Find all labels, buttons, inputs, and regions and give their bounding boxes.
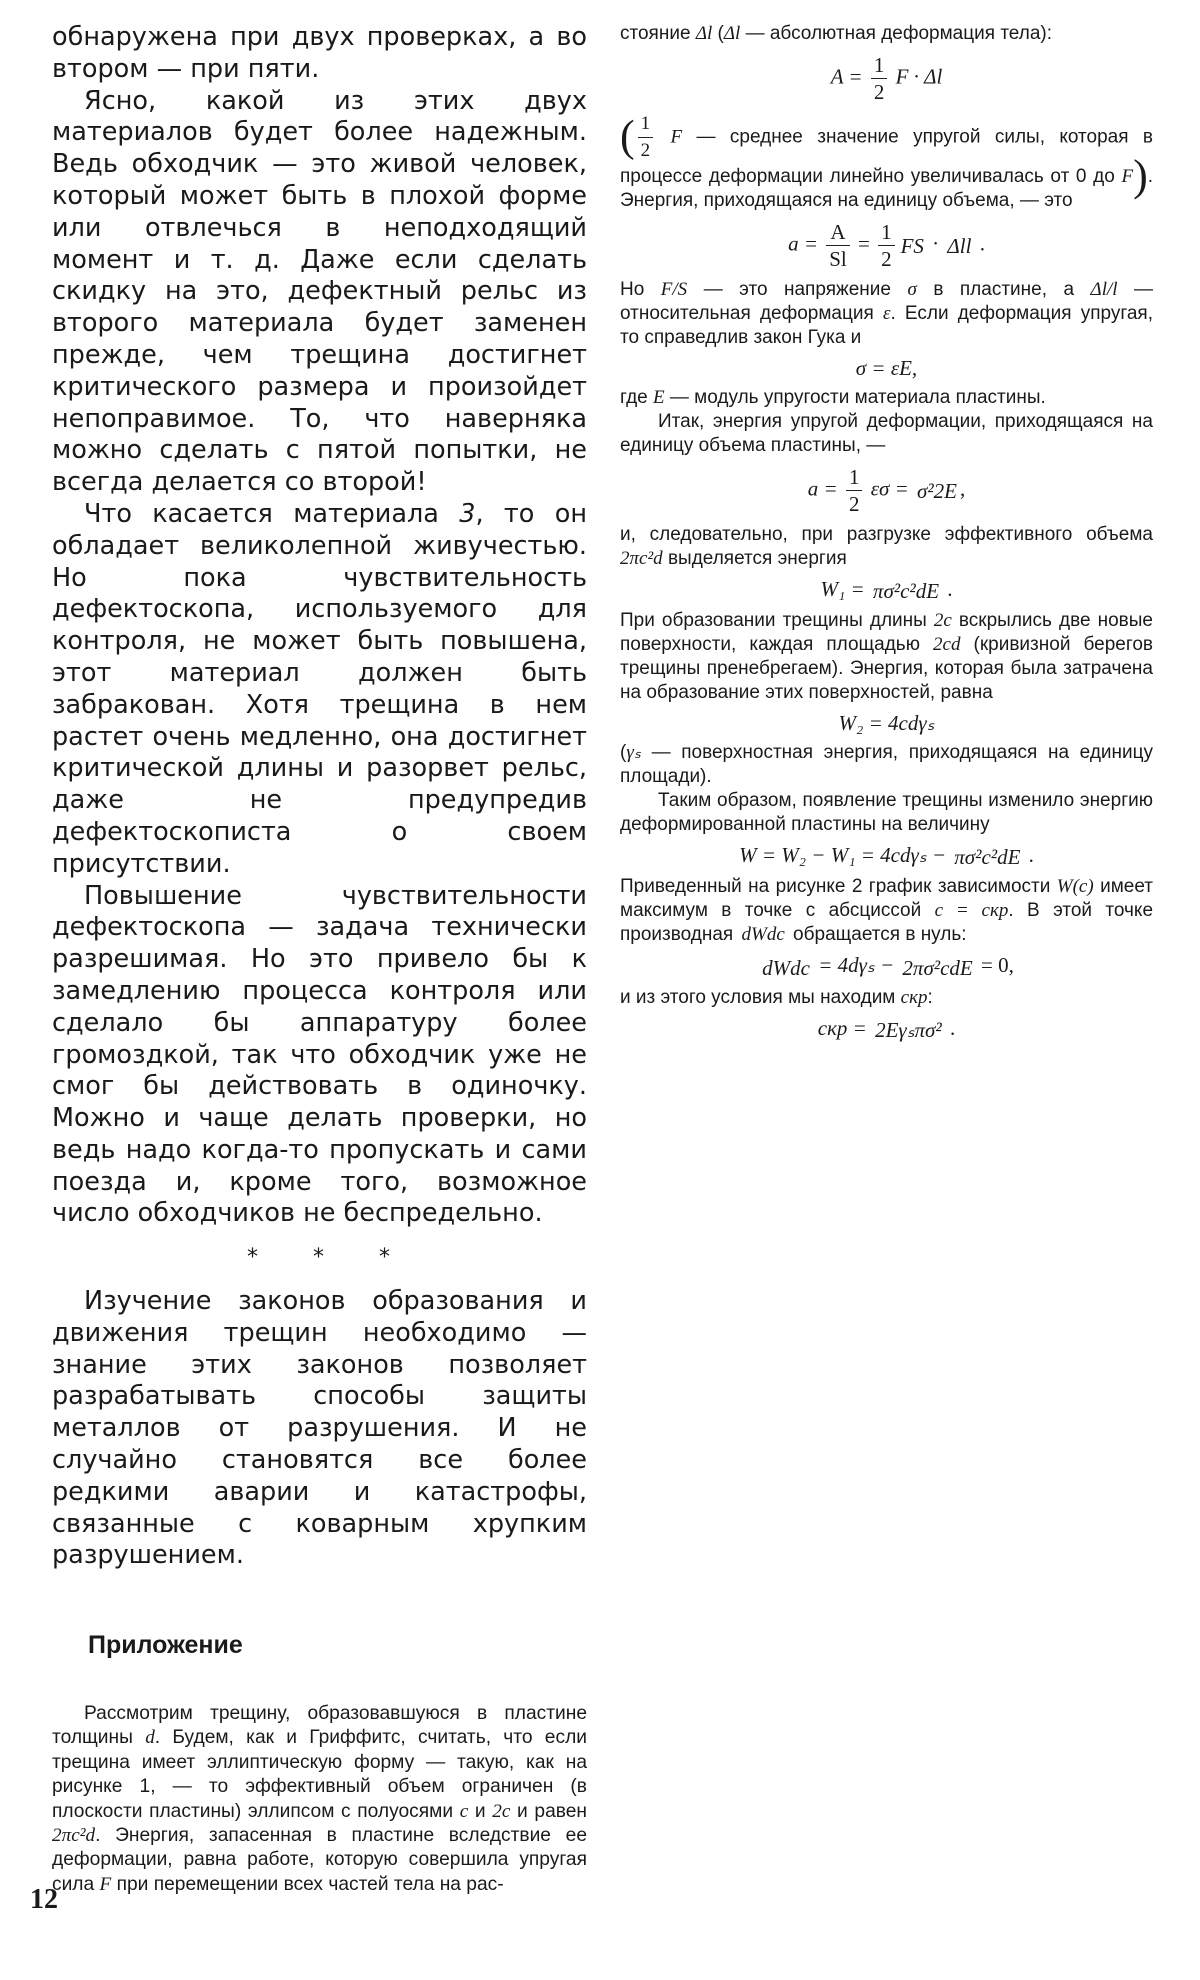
math: F/S (660, 279, 688, 300)
math: 2c (492, 1800, 511, 1822)
numerator: πσ²c²d (872, 579, 927, 604)
text: Что касается материала (84, 498, 439, 529)
fraction (762, 956, 810, 980)
equation-work (620, 52, 1153, 105)
math: c (459, 1800, 469, 1822)
equation-w (620, 843, 1153, 869)
paragraph (620, 22, 1153, 46)
page-number: 12 (30, 1884, 58, 1915)
numerator: Δl (947, 233, 966, 258)
text: ( (620, 742, 627, 764)
text: вскрылись две новые поверхности, каждая площадью (620, 610, 1153, 656)
math: εσ = (870, 476, 909, 501)
text: выделяется энергия (667, 548, 847, 569)
denominator: S (913, 233, 924, 258)
math: . (947, 577, 953, 601)
denominator: dc (766, 924, 785, 946)
fraction (846, 464, 863, 517)
math: = 4dγₛ − (818, 953, 895, 978)
material-number: 3 (459, 498, 476, 529)
math: W₂ = 4cdγₛ (838, 711, 935, 736)
paragraph (620, 278, 1153, 350)
text: — абсолютная деформация тела): (745, 23, 1052, 44)
right-column (620, 22, 1153, 1048)
paragraph (620, 875, 1153, 947)
fraction (954, 845, 1020, 869)
text: Но (620, 279, 645, 300)
text: . Если деформация упругая, то справедлив закон Гука и (620, 303, 1153, 348)
fraction (875, 1018, 942, 1042)
text: , то он обладает великолепной живучестью. Но пока чувствительность дефектоскопа, используемого для контроля, не может быть повышена, этот материал должен быть забракован. Хотя трещина в нем растет очень медленно, она достигнет критической длины и разорвет рельс, даже не предупредив дефектоскописта о своем присутствии. (52, 498, 587, 879)
math: F · Δl (895, 64, 943, 89)
text: . В этой точке производная (620, 900, 1154, 946)
math: σ = εE, (855, 356, 918, 380)
numerator: A (826, 219, 850, 246)
paragraph: Ясно, какой из этих двух материалов будет более надежным. Ведь обходчик — это живой человек, который может быть в плохой форме или отвлечься в неподходящий момент и т. д. Даже если сделать скидку на это, дефектный рельс из второго материала будет заменен прежде, чем трещина достигнет критического размера и произойдет непоправимое. То, что наверняка можно сделать с пятой попытки, не всегда делается со второй! (52, 85, 587, 498)
paragraph (620, 111, 1153, 213)
paragraph: обнаружена при двух проверках, а во втором — при пяти. (52, 22, 587, 84)
denominator: E (926, 579, 940, 604)
paragraph (620, 986, 1153, 1010)
fraction (873, 579, 939, 603)
math: W₁ = (820, 577, 865, 601)
text: и (474, 1800, 486, 1822)
equation-critical-length (620, 1016, 1153, 1042)
equation-w1 (620, 577, 1153, 603)
numerator: 1 (878, 219, 895, 246)
denominator: dc (790, 955, 810, 980)
denominator: 2 (873, 80, 885, 104)
numerator: σ² (917, 478, 934, 503)
math: W(c) (1056, 876, 1094, 898)
text: — поверхностная энергия, приходящаяся на единицу площади). (620, 742, 1154, 788)
denominator: Sl (829, 247, 847, 271)
math: cкр (900, 986, 928, 1008)
text: где (620, 387, 648, 408)
fraction (878, 219, 895, 272)
math: A = (830, 64, 863, 89)
numerator: 1 (871, 52, 888, 79)
text: : (927, 986, 933, 1008)
math: ε (882, 303, 891, 324)
math: Δl/l (1090, 279, 1118, 300)
appendix-paragraph (52, 1702, 587, 1897)
paragraph: Итак, энергия упругой деформации, приходящаяся на единицу объема пластины, — (620, 411, 1153, 456)
math: F (670, 126, 683, 148)
fraction (638, 111, 654, 164)
numerator: dW (741, 924, 767, 946)
paragraph (52, 499, 587, 881)
denominator: 2 (640, 140, 651, 161)
numerator: dW (762, 955, 791, 980)
numerator: 2πσ²cd (902, 955, 960, 980)
fraction (902, 956, 972, 980)
numerator: 2Eγₛ (875, 1017, 915, 1042)
math: Δl (723, 23, 741, 44)
text: при перемещении всех частей тела на рас- (116, 1873, 504, 1895)
math: σ (907, 279, 917, 300)
paragraph: Таким образом, появление трещины изменило энергию деформированной пластины на величину (620, 790, 1153, 836)
text: в пластине, а (933, 279, 1075, 300)
paragraph: Повышение чувствительности дефектоскопа — задача технически разрешимая. Но это привело бы к замедлению процесса контроля или сделало бы аппаратуру более громоздкой, так что обходчик уже не смог бы действовать в одиночку. Можно и чаще делать проверки, но ведь надо когда-то пропускать и сами поезда и, кроме того, возможное число обходчиков не беспредельно. (52, 880, 587, 1229)
paragraph (620, 609, 1153, 705)
denominator: l (965, 233, 972, 258)
appendix-heading: Приложение (88, 1631, 243, 1660)
math: = 0, (981, 953, 1014, 978)
paragraph (620, 386, 1153, 410)
text: — среднее значение упругой силы, которая в процессе деформации линейно увеличивалась от 0 до (620, 126, 1154, 187)
text: стояние (620, 23, 691, 44)
numerator: F (900, 233, 914, 258)
text: — модуль упругости материала пластины. (669, 387, 1046, 408)
text: . Энергия, запасенная в пластине вследствие ее деформации, равна работе, которую совершила упругая сила (52, 1825, 587, 1895)
math: · (932, 231, 940, 256)
math: . (1028, 843, 1034, 868)
text: — относительная деформация (620, 279, 1154, 324)
math: d (145, 1727, 155, 1749)
fraction (947, 234, 971, 258)
paragraph: Изучение законов образования и движения трещин необходимо — знание этих законов позволяет разрабатывать способы защиты металлов от разрушения. И не случайно становятся все более редкими аварии и катастрофы, связанные с коварным хрупким разрушением. (52, 1286, 587, 1571)
equation-energy-density-2 (620, 464, 1153, 517)
math: 2c (933, 610, 952, 632)
fraction (901, 234, 924, 258)
equation-hooke (620, 356, 1153, 380)
close-paren: ) (1133, 151, 1148, 200)
text: . Будем, как и Гриффитс, считать, что если трещина имеет эллиптическую форму — такую, как на рисунке 1, — то эффективный объем ограничен (в плоскости пластины) эллипсом с полуосями (52, 1727, 587, 1822)
math: F (1121, 166, 1134, 187)
math: cкр = (817, 1015, 867, 1040)
math: γₛ (626, 742, 641, 764)
math: 2πc²d (52, 1825, 96, 1847)
paragraph (620, 523, 1153, 571)
math: a = (807, 476, 838, 501)
math: Δl (695, 23, 713, 44)
fraction (871, 52, 888, 105)
numerator: 1 (638, 111, 654, 138)
math: F (99, 1873, 112, 1895)
text: и равен (517, 1800, 587, 1822)
text: ( (717, 23, 724, 44)
text: . Энергия, приходящаяся на единицу объема, — это (620, 166, 1154, 211)
numerator: πσ²c²d (954, 845, 1008, 870)
math: . (949, 1015, 956, 1040)
denominator: E (1007, 845, 1021, 870)
text: Приведенный на рисунке 2 график зависимости (620, 876, 1051, 898)
math: c = cкр (934, 900, 1009, 922)
denominator: πσ² (914, 1017, 942, 1042)
math: 2cd (933, 634, 961, 656)
math: a = (788, 231, 818, 256)
text: (кривизной берегов трещины пренебрегаем). Энергия, которая была затрачена на образование этих поверхностей, равна (620, 634, 1154, 704)
numerator: 1 (846, 464, 863, 491)
text: и, следовательно, при разгрузке эффективного объема (620, 524, 1153, 545)
denominator: 2 (848, 492, 860, 516)
text: имеет максимум в точке с абсциссой (620, 876, 1153, 922)
text: — это напряжение (703, 279, 891, 300)
fraction (917, 479, 957, 503)
equation-derivative (620, 953, 1153, 979)
math: E (653, 387, 665, 408)
paragraph (620, 741, 1153, 789)
denominator: 2E (933, 478, 957, 503)
text: При образовании трещины длины (620, 610, 927, 632)
left-column (52, 22, 587, 1897)
math: W = W₂ − W₁ = 4cdγₛ − (739, 843, 947, 868)
section-separator: * * * (247, 1245, 414, 1271)
math: = (858, 231, 870, 256)
fraction (742, 923, 785, 947)
equation-energy-density (620, 219, 1153, 272)
math: , (959, 476, 966, 501)
denominator: E (959, 955, 973, 980)
text: Рассмотрим трещину, образовавшуюся в пластине толщины (52, 1703, 587, 1749)
equation-w2 (620, 711, 1153, 735)
math: . (979, 231, 985, 256)
text: обращается в нуль: (793, 924, 967, 946)
math: 2πc²d (620, 548, 663, 569)
text: и из этого условия мы находим (620, 986, 896, 1008)
denominator: 2 (881, 247, 892, 271)
open-paren: ( (620, 111, 635, 161)
fraction (826, 219, 850, 272)
